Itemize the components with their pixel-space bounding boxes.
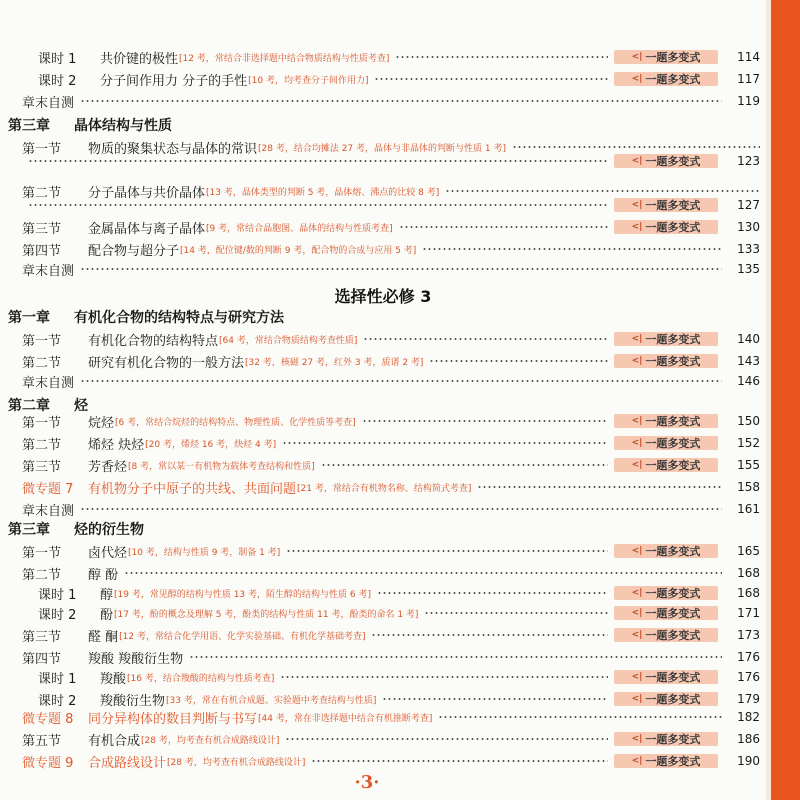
toc-entry[interactable] — [0, 498, 766, 520]
entry-title: 章末自测 — [22, 375, 75, 391]
entry-title: 分子间作用力 分子的手性 — [100, 73, 248, 89]
badge-label: 一题多变式 — [645, 437, 701, 450]
entry-title: 烃 — [74, 398, 88, 414]
badge-label: 一题多变式 — [645, 733, 701, 746]
page-ref: 146 — [737, 374, 760, 388]
badge-label: 一题多变式 — [645, 607, 701, 620]
share-icon: <| — [631, 630, 643, 640]
variant-badge[interactable] — [614, 732, 718, 746]
entry-note: [33 考，常在有机合成题、实验题中考查结构与性质] — [166, 695, 377, 706]
entry-title: 章末自测 — [22, 263, 75, 279]
variant-badge[interactable] — [614, 692, 718, 706]
entry-title: 有机物分子中原子的共线、共面问题 — [88, 481, 297, 497]
entry-label: 第四节 — [22, 651, 62, 667]
variant-badge[interactable] — [614, 754, 718, 768]
toc-entry[interactable] — [0, 46, 766, 68]
toc-entry[interactable] — [0, 90, 766, 112]
badge-label: 一题多变式 — [645, 73, 701, 86]
entry-title: 晶体结构与性质 — [74, 118, 172, 134]
badge-label: 一题多变式 — [645, 459, 701, 472]
page-edge — [766, 0, 771, 800]
share-icon: <| — [631, 416, 643, 426]
toc-entry[interactable] — [0, 370, 766, 392]
entry-label: 第五节 — [22, 733, 62, 749]
toc-entry[interactable] — [0, 540, 766, 562]
entry-note: [20 考，烯烃 16 考，炔烃 4 考] — [145, 439, 277, 450]
page-ref: 173 — [737, 628, 760, 642]
toc-entry[interactable] — [0, 706, 766, 728]
entry-label: 第二节 — [22, 355, 62, 371]
entry-label: 第一节 — [22, 415, 62, 431]
toc-entry[interactable] — [0, 624, 766, 646]
page-ref: 171 — [737, 606, 760, 620]
toc-entry[interactable] — [0, 666, 766, 688]
entry-title: 烷烃 — [88, 415, 115, 431]
leader-dots — [422, 248, 722, 250]
leader-dots — [445, 190, 760, 192]
entry-title: 分子晶体与共价晶体 — [88, 185, 206, 201]
leader-dots — [395, 56, 608, 58]
leader-dots — [382, 698, 608, 700]
entry-label: 第三节 — [22, 221, 62, 237]
toc-entry[interactable] — [0, 476, 766, 498]
entry-label: 第一节 — [22, 333, 62, 349]
variant-badge[interactable] — [614, 50, 718, 64]
leader-dots — [429, 360, 608, 362]
entry-title: 醛 酮 — [88, 629, 119, 645]
toc-entry[interactable] — [0, 328, 766, 350]
variant-badge[interactable] — [614, 628, 718, 642]
toc-entry[interactable] — [0, 258, 766, 280]
badge-label: 一题多变式 — [645, 671, 701, 684]
variant-badge[interactable] — [614, 414, 718, 428]
entry-title: 有机合成 — [88, 733, 141, 749]
entry-note: [64 考，常结合物质结构考查性质] — [219, 335, 358, 346]
share-icon: <| — [631, 52, 643, 62]
leader-dots — [189, 656, 722, 658]
share-icon: <| — [631, 222, 643, 232]
entry-note: [32 考，核磁 27 考，红外 3 考，质谱 2 考] — [245, 357, 424, 368]
toc-entry[interactable] — [0, 562, 766, 584]
share-icon: <| — [631, 200, 643, 210]
variant-badge[interactable] — [614, 436, 718, 450]
badge-label: 一题多变式 — [645, 587, 701, 600]
entry-note: [44 考，常在非选择题中结合有机推断考查] — [258, 713, 433, 724]
share-icon: <| — [631, 588, 643, 598]
page-ref: 127 — [737, 198, 760, 212]
entry-title: 合成路线设计 — [88, 755, 167, 771]
badge-label: 一题多变式 — [645, 755, 701, 768]
variant-badge[interactable] — [614, 544, 718, 558]
entry-title: 有机化合物的结构特点 — [88, 333, 219, 349]
badge-label: 一题多变式 — [645, 221, 701, 234]
badge-label: 一题多变式 — [645, 199, 701, 212]
entry-title: 章末自测 — [22, 95, 75, 111]
share-icon: <| — [631, 156, 643, 166]
entry-label: 第一节 — [22, 545, 62, 561]
variant-badge[interactable] — [614, 198, 718, 212]
share-icon: <| — [631, 756, 643, 766]
badge-label: 一题多变式 — [645, 545, 701, 558]
entry-note: [6 考，常结合烷烃的结构特点、物理性质、化学性质等考查] — [115, 417, 356, 428]
entry-title: 酚 — [100, 607, 114, 623]
leader-dots — [124, 572, 722, 574]
toc-entry[interactable] — [0, 238, 766, 260]
page-ref: 114 — [737, 50, 760, 64]
entry-label: 微专题 9 — [22, 755, 74, 771]
entry-title: 羧酸 — [100, 671, 127, 687]
entry-label: 第二节 — [22, 567, 62, 583]
entry-label: 课时 1 — [38, 51, 77, 67]
entry-label: 课时 1 — [38, 587, 77, 603]
entry-title: 烃的衍生物 — [74, 522, 144, 538]
badge-label: 一题多变式 — [645, 693, 701, 706]
entry-note: [10 考，均考查分子间作用力] — [248, 75, 369, 86]
page-ref: 152 — [737, 436, 760, 450]
entry-title: 烯烃 炔烃 — [88, 437, 145, 453]
entry-label: 微专题 7 — [22, 481, 74, 497]
entry-title: 醇 酚 — [88, 567, 119, 583]
leader-dots — [280, 676, 608, 678]
leader-dots — [362, 420, 608, 422]
leader-dots — [477, 486, 722, 488]
variant-badge[interactable] — [614, 332, 718, 346]
variant-badge[interactable] — [614, 458, 718, 472]
entry-label: 微专题 8 — [22, 711, 74, 727]
page-ref: 140 — [737, 332, 760, 346]
page-ref: 123 — [737, 154, 760, 168]
leader-dots — [374, 78, 608, 80]
variant-badge[interactable] — [614, 670, 718, 684]
page-ref: 182 — [737, 710, 760, 724]
entry-title: 物质的聚集状态与晶体的常识 — [88, 141, 258, 157]
leader-dots — [311, 760, 608, 762]
entry-label: 第二章 — [8, 398, 50, 414]
variant-badge[interactable] — [614, 72, 718, 86]
toc-entry[interactable] — [0, 582, 766, 604]
entry-note: [28 考，结合均摊法 27 考，晶体与非晶体的判断与性质 1 考] — [258, 143, 506, 154]
entry-label: 课时 1 — [38, 671, 77, 687]
toc-entry[interactable] — [0, 646, 766, 668]
entry-note: [17 考，酚的概念及理解 5 考，酚类的结构与性质 11 考，酚类的命名 1 考] — [114, 609, 419, 620]
leader-dots — [424, 612, 608, 614]
share-icon: <| — [631, 460, 643, 470]
leader-dots — [286, 550, 608, 552]
entry-title: 醇 — [100, 587, 114, 603]
leader-dots — [28, 204, 608, 206]
share-icon: <| — [631, 546, 643, 556]
entry-note: [9 考，常结合晶胞图、晶体的结构与性质考查] — [206, 223, 393, 234]
toc-entry[interactable] — [0, 410, 766, 432]
entry-title: 配合物与超分子 — [88, 243, 180, 259]
leader-dots — [371, 634, 608, 636]
variant-badge[interactable] — [614, 220, 718, 234]
entry-title: 研究有机化合物的一般方法 — [88, 355, 245, 371]
leader-dots — [80, 268, 722, 270]
share-icon: <| — [631, 694, 643, 704]
toc-entry[interactable] — [0, 68, 766, 90]
leader-dots — [399, 226, 608, 228]
badge-label: 一题多变式 — [645, 629, 701, 642]
variant-badge[interactable] — [614, 354, 718, 368]
entry-title: 共价键的极性 — [100, 51, 179, 67]
entry-label: 第四节 — [22, 243, 62, 259]
share-icon: <| — [631, 74, 643, 84]
badge-label: 一题多变式 — [645, 333, 701, 346]
leader-dots — [512, 146, 760, 148]
entry-title: 卤代烃 — [88, 545, 128, 561]
entry-note: [8 考，常以某一有机物为载体考查结构和性质] — [128, 461, 315, 472]
page-ref: 143 — [737, 354, 760, 368]
chapter-heading[interactable] — [0, 518, 766, 540]
page-number: ·3· — [354, 772, 380, 793]
entry-title: 有机化合物的结构特点与研究方法 — [74, 310, 284, 326]
toc-entry[interactable] — [0, 194, 766, 216]
entry-note: [12 考，常结合非选择题中结合物质结构与性质考查] — [179, 53, 390, 64]
share-icon: <| — [631, 672, 643, 682]
leader-dots — [80, 380, 722, 382]
page-ref: 186 — [737, 732, 760, 746]
entry-title: 羧酸衍生物 — [100, 693, 166, 709]
entry-note: [28 考，均考查有机合成路线设计] — [141, 735, 280, 746]
page-ref: 165 — [737, 544, 760, 558]
page-ref: 117 — [737, 72, 760, 86]
variant-badge[interactable] — [614, 606, 718, 620]
page-ref: 119 — [737, 94, 760, 108]
entry-title: 羧酸 羧酸衍生物 — [88, 651, 184, 667]
entry-note: [13 考，晶体类型的判断 5 考，晶体熔、沸点的比较 8 考] — [206, 187, 440, 198]
page-ref: 179 — [737, 692, 760, 706]
chapter-heading[interactable] — [0, 306, 766, 328]
page-ref: 158 — [737, 480, 760, 494]
page-ref: 133 — [737, 242, 760, 256]
entry-note: [21 考，常结合有机物名称、结构简式考查] — [297, 483, 472, 494]
toc-entry[interactable] — [0, 454, 766, 476]
toc-entry[interactable] — [0, 728, 766, 750]
page-ref: 168 — [737, 586, 760, 600]
page-ref: 155 — [737, 458, 760, 472]
toc-entry[interactable] — [0, 350, 766, 372]
entry-note: [12 考，常结合化学用语、化学实验基础、有机化学基础考查] — [119, 631, 366, 642]
share-icon: <| — [631, 734, 643, 744]
entry-label: 第三章 — [8, 118, 50, 134]
leader-dots — [80, 508, 722, 510]
page-ref: 161 — [737, 502, 760, 516]
entry-note: [16 考，结合羧酸的结构与性质考查] — [127, 673, 275, 684]
entry-label: 课时 2 — [38, 73, 77, 89]
page-ref: 176 — [737, 670, 760, 684]
toc-entry[interactable] — [0, 150, 766, 172]
toc-entry[interactable] — [0, 216, 766, 238]
entry-label: 第二节 — [22, 437, 62, 453]
page-ref: 190 — [737, 754, 760, 768]
leader-dots — [377, 592, 608, 594]
toc-entry[interactable] — [0, 750, 766, 772]
toc-entry[interactable] — [0, 602, 766, 624]
page-ref: 176 — [737, 650, 760, 664]
leader-dots — [321, 464, 608, 466]
entry-label: 第三节 — [22, 459, 62, 475]
entry-label: 第三章 — [8, 522, 50, 538]
entry-label: 第一节 — [22, 141, 62, 157]
share-icon: <| — [631, 608, 643, 618]
page-ref: 130 — [737, 220, 760, 234]
page-ref: 150 — [737, 414, 760, 428]
leader-dots — [363, 338, 608, 340]
leader-dots — [282, 442, 608, 444]
page-ref: 135 — [737, 262, 760, 276]
section-heading: 选择性必修 3 — [334, 287, 432, 306]
variant-badge[interactable] — [614, 586, 718, 600]
badge-label: 一题多变式 — [645, 415, 701, 428]
entry-title: 同分异构体的数目判断与书写 — [88, 711, 258, 727]
toc-entry[interactable] — [0, 432, 766, 454]
entry-title: 芳香烃 — [88, 459, 128, 475]
entry-note: [19 考，常见醇的结构与性质 13 考，陌生醇的结构与性质 6 考] — [114, 589, 371, 600]
entry-label: 第一章 — [8, 310, 50, 326]
entry-note: [28 考，均考查有机合成路线设计] — [167, 757, 306, 768]
leader-dots — [438, 716, 722, 718]
badge-label: 一题多变式 — [645, 51, 701, 64]
badge-label: 一题多变式 — [645, 155, 701, 168]
entry-label: 第三节 — [22, 629, 62, 645]
badge-label: 一题多变式 — [645, 355, 701, 368]
variant-badge[interactable] — [614, 154, 718, 168]
share-icon: <| — [631, 438, 643, 448]
entry-note: [14 考，配位键/数的判断 9 考，配合物的合成与应用 5 考] — [180, 245, 417, 256]
entry-title: 金属晶体与离子晶体 — [88, 221, 206, 237]
entry-title: 章末自测 — [22, 503, 75, 519]
share-icon: <| — [631, 334, 643, 344]
entry-note: [10 考，结构与性质 9 考，制备 1 考] — [128, 547, 281, 558]
page-ref: 168 — [737, 566, 760, 580]
leader-dots — [80, 100, 722, 102]
leader-dots — [28, 160, 608, 162]
leader-dots — [285, 738, 608, 740]
entry-label: 第二节 — [22, 185, 62, 201]
share-icon: <| — [631, 356, 643, 366]
chapter-heading[interactable] — [0, 114, 766, 136]
entry-label: 课时 2 — [38, 693, 77, 709]
entry-label: 课时 2 — [38, 607, 77, 623]
